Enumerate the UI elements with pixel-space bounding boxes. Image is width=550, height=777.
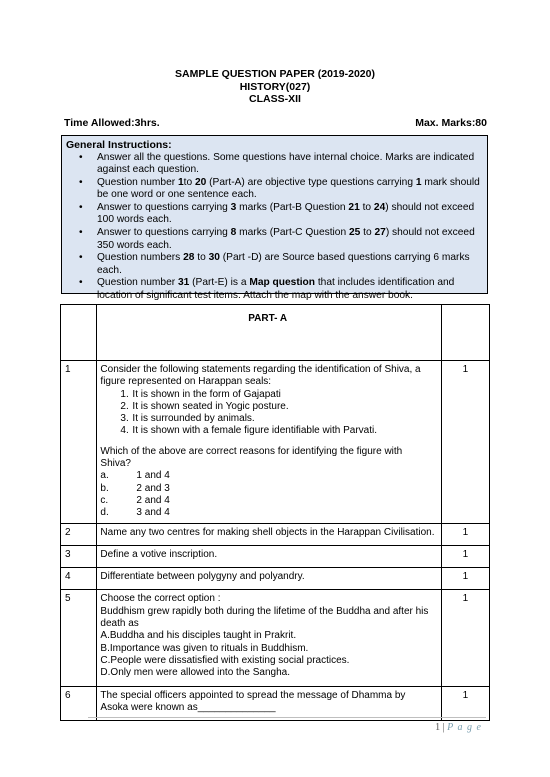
statement-item: 2. It is shown seated in Yogic posture. [120, 400, 289, 412]
instructions-title: General Instructions: [66, 139, 172, 151]
question-marks: 1 [441, 686, 489, 721]
time-allowed: Time Allowed:3hrs. [64, 117, 160, 129]
instruction-item: • Question number 1to 20 (Part-A) are objective type questions carrying 1 mark should be one word or one sentence each. [97, 177, 481, 202]
question-text [97, 590, 442, 686]
question-number: 1 [61, 361, 97, 524]
option-item: C.People were dissatisfied with existing social practices. [100, 654, 350, 666]
max-marks: Max. Marks:80 [415, 117, 487, 129]
question-text [97, 361, 442, 524]
option-item: d. 3 and 4 [100, 507, 170, 519]
question-number: 6 [61, 686, 97, 721]
paper-class: CLASS-XII [249, 93, 301, 105]
question-number: 5 [61, 590, 97, 686]
question-number: 3 [61, 545, 97, 567]
question-row-4 [61, 568, 490, 590]
question-row-5 [61, 590, 490, 686]
part-a-header-row [61, 305, 490, 361]
footer-divider [88, 717, 486, 718]
statement-list [100, 389, 435, 438]
question-intro: Consider the following statements regarding the identification of Shiva, a figure represented on Harappan seals: [100, 364, 421, 388]
option-item: b. 2 and 3 [100, 482, 170, 494]
instruction-item: • Answer to questions carrying 8 marks (Part-C Question 25 to 27) should not exceed 350 words each. [97, 227, 481, 252]
page-word: P a g e [447, 722, 482, 733]
option-item: A.Buddha and his disciples taught in Prakrit. [100, 630, 297, 642]
questions-table [60, 304, 490, 721]
question-text: Define a votive inscription. [97, 545, 442, 567]
instruction-item: • Question numbers 28 to 30 (Part -D) are Source based questions carrying 6 marks each. [97, 252, 481, 277]
question-row-3 [61, 545, 490, 567]
page-footer [435, 722, 482, 733]
question-number: 4 [61, 568, 97, 590]
part-a-heading: PART- A [97, 305, 442, 361]
instruction-item: • Question number 31 (Part-E) is a Map question that includes identification and location of significant test items. Attach the map with the answer book. [97, 277, 481, 302]
option-item: D.Only men were allowed into the Sangha. [100, 667, 290, 679]
question-text: Name any two centres for making shell objects in the Harappan Civilisation. [97, 523, 442, 545]
option-item: c. 2 and 4 [100, 494, 170, 506]
question-lead: Choose the correct option : [100, 593, 221, 605]
question-marks: 1 [441, 361, 489, 524]
question-marks: 1 [441, 523, 489, 545]
paper-header [0, 68, 550, 106]
paper-subject: HISTORY(027) [239, 80, 311, 93]
question-marks: 1 [441, 590, 489, 686]
statement-item: 4. It is shown with a female figure identifiable with Parvati. [120, 425, 377, 437]
question-marks: 1 [441, 568, 489, 590]
option-item: B.Importance was given to rituals in Buddhism. [100, 642, 309, 654]
page-number: 1 [435, 722, 441, 733]
option-item: a. 1 and 4 [100, 470, 170, 482]
options-list [100, 470, 435, 519]
instruction-item: • Answer to questions carrying 3 marks (Part-B Question 21 to 24) should not exceed 100 words each. [97, 202, 481, 227]
question-text: The special officers appointed to spread the message of Dhamma by Asoka were known as______________ [97, 686, 442, 721]
statement-item: 1. It is shown in the form of Gajapati [120, 388, 281, 400]
question-stem: Buddhism grew rapidly both during the lifetime of the Buddha and after his death as [100, 605, 429, 630]
footer-separator: | [440, 722, 448, 733]
instruction-item: • Answer all the questions. Some questions have internal choice. Marks are indicated against each question. [97, 152, 481, 177]
question-row-6 [61, 686, 490, 721]
question-number: 2 [61, 523, 97, 545]
statement-item: 3. It is surrounded by animals. [120, 413, 255, 425]
question-row-1 [61, 361, 490, 524]
question-text: Differentiate between polygyny and polyandry. [97, 568, 442, 590]
question-row-2 [61, 523, 490, 545]
general-instructions-box [61, 135, 488, 302]
paper-title: SAMPLE QUESTION PAPER (2019-2020) [175, 68, 375, 80]
instructions-list [66, 152, 481, 303]
question-marks: 1 [441, 545, 489, 567]
question-ask: Which of the above are correct reasons for identifying the figure with Shiva? [100, 445, 403, 470]
